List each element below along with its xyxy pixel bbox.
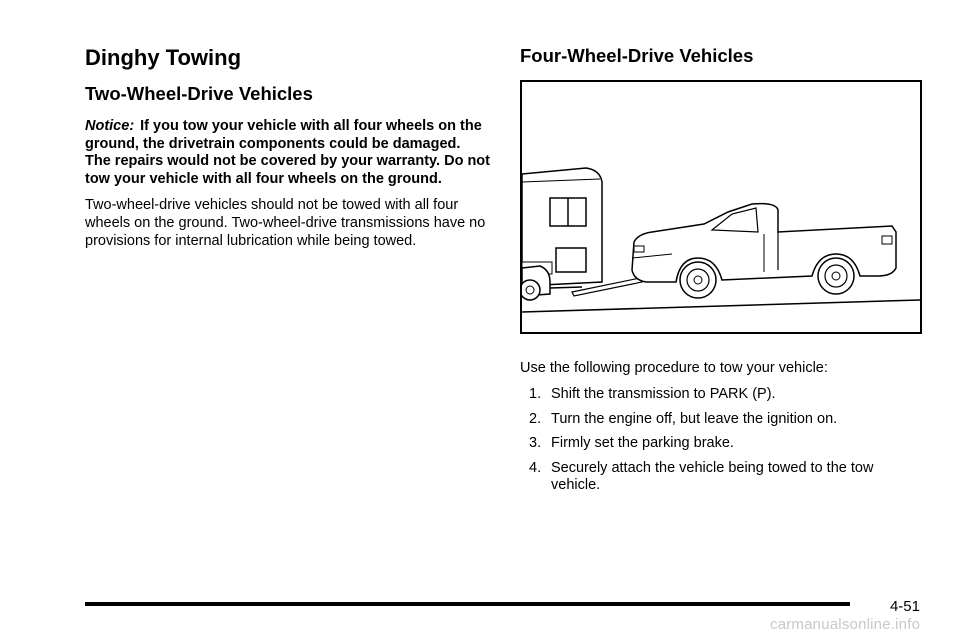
pickup-taillight (882, 236, 892, 244)
step-number: 2. (529, 410, 542, 427)
footer-rule (85, 602, 850, 606)
pickup-headlight (634, 246, 644, 252)
procedure-step (520, 411, 925, 429)
towing-illustration (520, 80, 922, 334)
notice-paragraph (85, 118, 490, 188)
procedure-step (520, 435, 925, 453)
pickup-rear-hub (832, 272, 840, 280)
subsection-title-two-wheel: Two-Wheel-Drive Vehicles (85, 83, 313, 104)
step-number: 4. (529, 459, 542, 476)
right-column (520, 44, 925, 68)
procedure-step (520, 386, 925, 404)
notice-label: Notice: (85, 118, 135, 134)
towing-illustration-svg (522, 82, 920, 332)
page-number: 4-51 (889, 598, 920, 615)
body-paragraph: Two-wheel-drive vehicles should not be towed with all four wheels on the ground. Two-wheel-drive transmissions have no provisions for internal lubrication while being towed. (85, 197, 486, 249)
step-text: Shift the transmission to PARK (P). (551, 386, 776, 402)
procedure-step (520, 460, 925, 495)
ground-line (522, 300, 920, 312)
step-number: 3. (529, 435, 542, 452)
notice-text: If you tow your vehicle with all four wheels on the ground, the drivetrain components could be damaged. The repairs would not be covered by your warranty. Do not tow your vehicle with all four wheels on the ground. (85, 118, 490, 187)
step-text: Securely attach the vehicle being towed to the tow vehicle. (551, 459, 874, 494)
motorhome-door (556, 248, 586, 272)
pickup-front-hub (694, 276, 702, 284)
step-number: 1. (529, 386, 542, 402)
left-column (85, 44, 490, 250)
step-text: Turn the engine off, but leave the ignition on. (551, 410, 838, 427)
section-title: Dinghy Towing (85, 45, 242, 70)
motorhome-bumper (550, 287, 582, 288)
procedure-steps (520, 386, 925, 502)
step-text: Firmly set the parking brake. (551, 435, 734, 452)
watermark: carmanualsonline.info (770, 616, 921, 633)
subsection-title-four-wheel: Four-Wheel-Drive Vehicles (520, 45, 754, 66)
procedure-intro: Use the following procedure to tow your vehicle: (520, 360, 828, 376)
motorhome-hub (526, 286, 534, 294)
